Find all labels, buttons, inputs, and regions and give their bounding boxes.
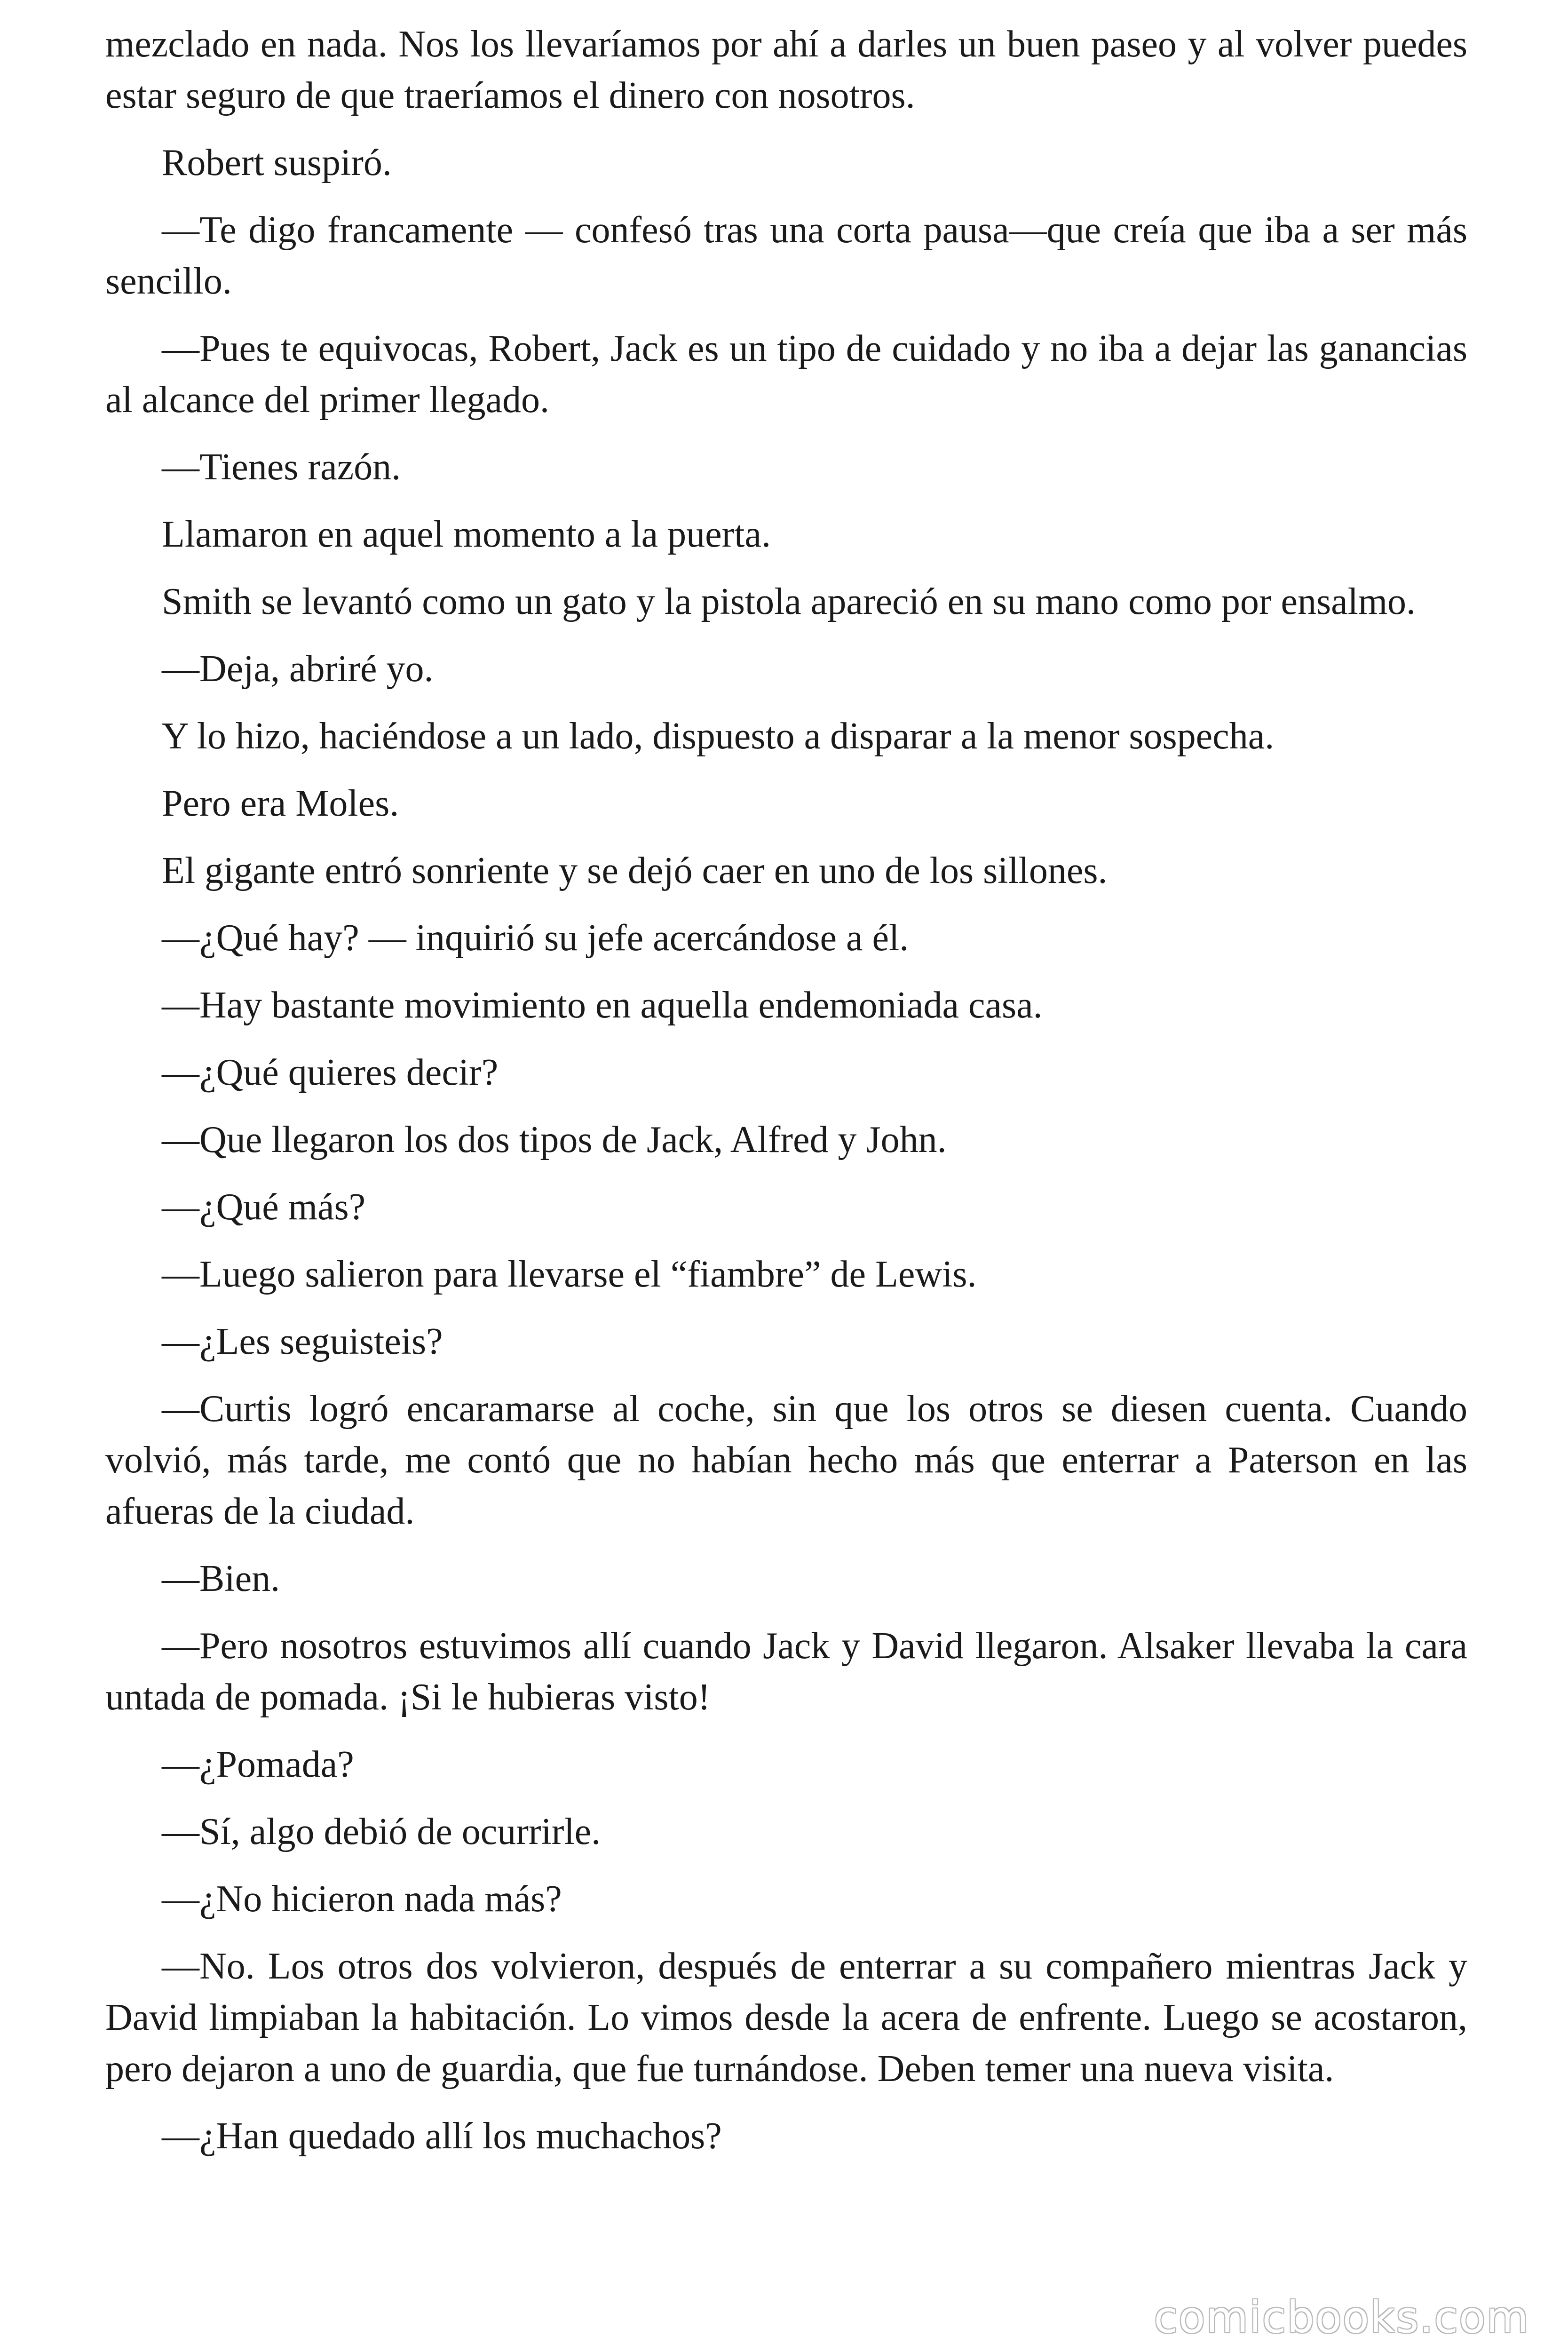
paragraph: —¿Qué hay? — inquirió su jefe acercándose a él. — [162, 917, 909, 959]
paragraph: Llamaron en aquel momento a la puerta. — [162, 514, 771, 555]
paragraph: —Deja, abriré yo. — [162, 648, 434, 690]
paragraph: —¿Qué más? — [162, 1186, 366, 1228]
paragraph: Y lo hizo, haciéndose a un lado, dispuesto a disparar a la menor sospecha. — [162, 715, 1275, 757]
paragraph: Smith se levantó como un gato y la pistola apareció en su mano como por ensalmo. — [162, 581, 1416, 622]
paragraph: Pero era Moles. — [162, 783, 399, 824]
paragraph: —Hay bastante movimiento en aquella endemoniada casa. — [162, 985, 1043, 1026]
paragraph: —Te digo francamente — confesó tras una corta pausa—que creía que iba a ser más sencillo. — [105, 209, 1467, 302]
paragraph: —Pues te equivocas, Robert, Jack es un tipo de cuidado y no iba a dejar las ganancias al alcance del primer llegado. — [105, 328, 1467, 421]
paragraph: —¿Pomada? — [162, 1744, 354, 1785]
paragraph: —¿Han quedado allí los muchachos? — [162, 2115, 722, 2157]
paragraph: —Bien. — [162, 1558, 280, 1599]
paragraph: —No. Los otros dos volvieron, después de enterrar a su compañero mientras Jack y David limpiaban la habitación. Lo vimos desde la acera de enfrente. Luego se acostaron, pero dejaron a uno de guardia, que fue turnándose. Deben temer una nueva visita. — [105, 1946, 1467, 2090]
watermark: comicbooks.com — [1154, 2292, 1529, 2343]
paragraph: —¿No hicieron nada más? — [162, 1878, 562, 1920]
paragraph: —Luego salieron para llevarse el “fiambre” de Lewis. — [162, 1254, 977, 1295]
paragraph: El gigante entró sonriente y se dejó caer en uno de los sillones. — [162, 850, 1108, 891]
paragraph: —Sí, algo debió de ocurrirle. — [162, 1811, 601, 1852]
paragraph: mezclado en nada. Nos los llevaríamos por ahí a darles un buen paseo y al volver puedes estar seguro de que traeríamos el dinero con nosotros. — [105, 24, 1467, 116]
paragraph: —¿Les seguisteis? — [162, 1321, 443, 1362]
paragraph: —Pero nosotros estuvimos allí cuando Jack y David llegaron. Alsaker llevaba la cara untada de pomada. ¡Si le hubieras visto! — [105, 1625, 1467, 1718]
paragraph: —Curtis logró encaramarse al coche, sin que los otros se diesen cuenta. Cuando volvió, más tarde, me contó que no habían hecho más que enterrar a Paterson en las afueras de la ciudad. — [105, 1388, 1467, 1532]
page-body — [105, 19, 1467, 2178]
paragraph: —Que llegaron los dos tipos de Jack, Alfred y John. — [162, 1119, 947, 1160]
paragraph: —¿Qué quieres decir? — [162, 1052, 499, 1093]
paragraph: —Tienes razón. — [162, 446, 401, 488]
paragraph: Robert suspiró. — [162, 142, 392, 183]
